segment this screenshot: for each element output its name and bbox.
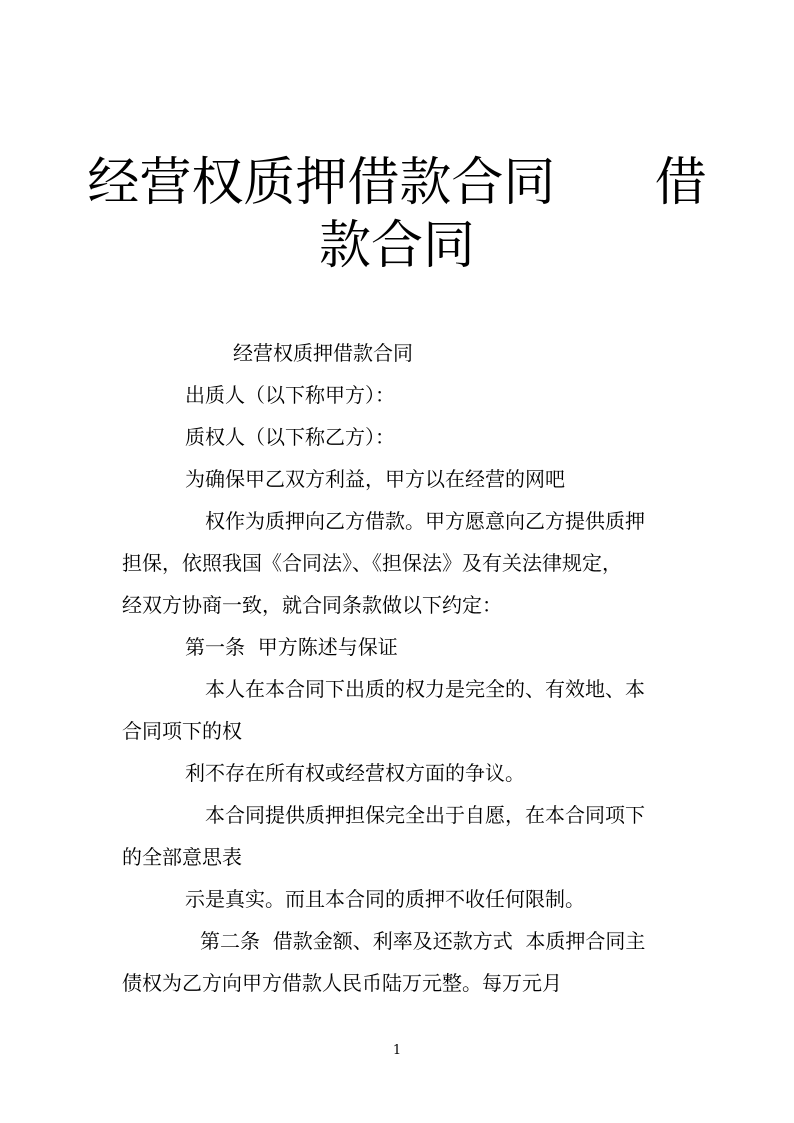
body-line: 的全部意思表 [122, 845, 242, 869]
body-line: 示是真实。而且本合同的质押不收任何限制。 [185, 887, 585, 911]
body-line: 出质人（以下称甲方）： [185, 383, 395, 407]
body-line: 利不存在所有权或经营权方面的争议。 [185, 761, 525, 785]
body-line: 经双方协商一致，就合同条款做以下约定： [122, 593, 502, 617]
body-line: 为确保甲乙双方利益，甲方以在经营的网吧 [185, 467, 565, 491]
body-line: 权作为质押向乙方借款。甲方愿意向乙方提供质押 [205, 509, 645, 533]
body-line: 债权为乙方向甲方借款人民币陆万元整。每万元月 [122, 971, 562, 995]
document-title-line-2: 款合同 [318, 216, 475, 276]
section-heading: 第一条 甲方陈述与保证 [185, 635, 398, 659]
body-line: 担保，依照我国《合同法》、《担保法》及有关法律规定， [122, 551, 622, 575]
body-subtitle: 经营权质押借款合同 [233, 341, 413, 365]
body-line: 本人在本合同下出质的权力是完全的、有效地、本 [205, 677, 645, 701]
body-line: 质权人（以下称乙方）： [185, 425, 395, 449]
page-number: 1 [392, 1043, 402, 1058]
document-title-line-1: 经营权质押借款合同 借 [87, 153, 707, 213]
body-line: 本合同提供质押担保完全出于自愿，在本合同项下 [205, 803, 645, 827]
body-line: 合同项下的权 [122, 719, 242, 743]
section-heading: 第二条 借款金额、利率及还款方式 本质押合同主 [200, 929, 646, 953]
